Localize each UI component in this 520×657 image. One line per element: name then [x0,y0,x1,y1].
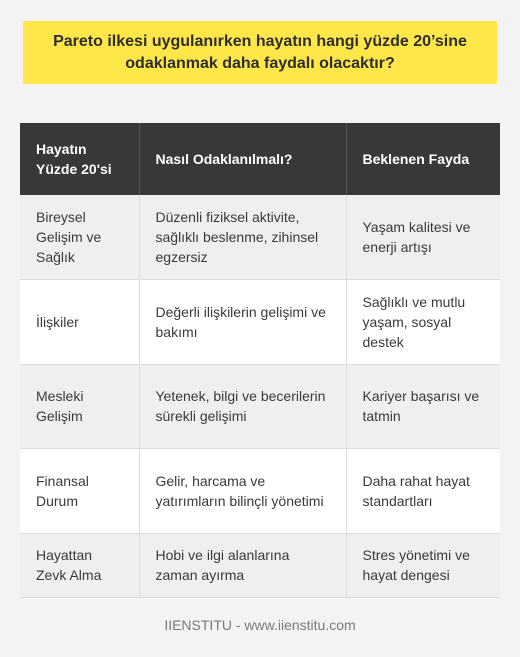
table-cell: Bireysel Gelişim ve Sağlık [20,195,139,279]
table-cell: Stres yönetimi ve hayat dengesi [346,533,500,597]
table-row [20,364,500,448]
table-cell: Hobi ve ilgi alanlarına zaman ayırma [139,533,346,597]
table-cell: Düzenli fiziksel aktivite, sağlıklı beslenme, zihinsel egzersiz [139,195,346,279]
table-cell: Sağlıklı ve mutlu yaşam, sosyal destek [346,279,500,364]
column-header-how-to-focus: Nasıl Odaklanılmalı? [139,123,346,195]
table-cell: Gelir, harcama ve yatırımların bilinçli yönetimi [139,448,346,533]
table-cell: Mesleki Gelişim [20,364,139,448]
footer-credit: IIENSTITU - www.iienstitu.com [164,617,356,633]
table-row [20,448,500,533]
table-cell: Yetenek, bilgi ve becerilerin sürekli gelişimi [139,364,346,448]
table-cell: İlişkiler [20,279,139,364]
table-cell: Yaşam kalitesi ve enerji artışı [346,195,500,279]
page-title: Pareto ilkesi uygulanırken hayatın hangi yüzde 20’sine odaklanmak daha faydalı olacaktır? [53,32,467,72]
table-cell: Kariyer başarısı ve tatmin [346,364,500,448]
table-cell: Finansal Durum [20,448,139,533]
table-cell: Daha rahat hayat standartları [346,448,500,533]
table-cell: Değerli ilişkilerin gelişimi ve bakımı [139,279,346,364]
table-row [20,533,500,597]
column-header-life-area: Hayatın Yüzde 20'si [20,123,139,195]
table-header-row [20,123,500,195]
table-row [20,279,500,364]
table-cell: Hayattan Zevk Alma [20,533,139,597]
column-header-expected-benefit: Beklenen Fayda [346,123,500,195]
table-row [20,195,500,279]
pareto-table [20,123,500,598]
title-banner [23,21,497,84]
